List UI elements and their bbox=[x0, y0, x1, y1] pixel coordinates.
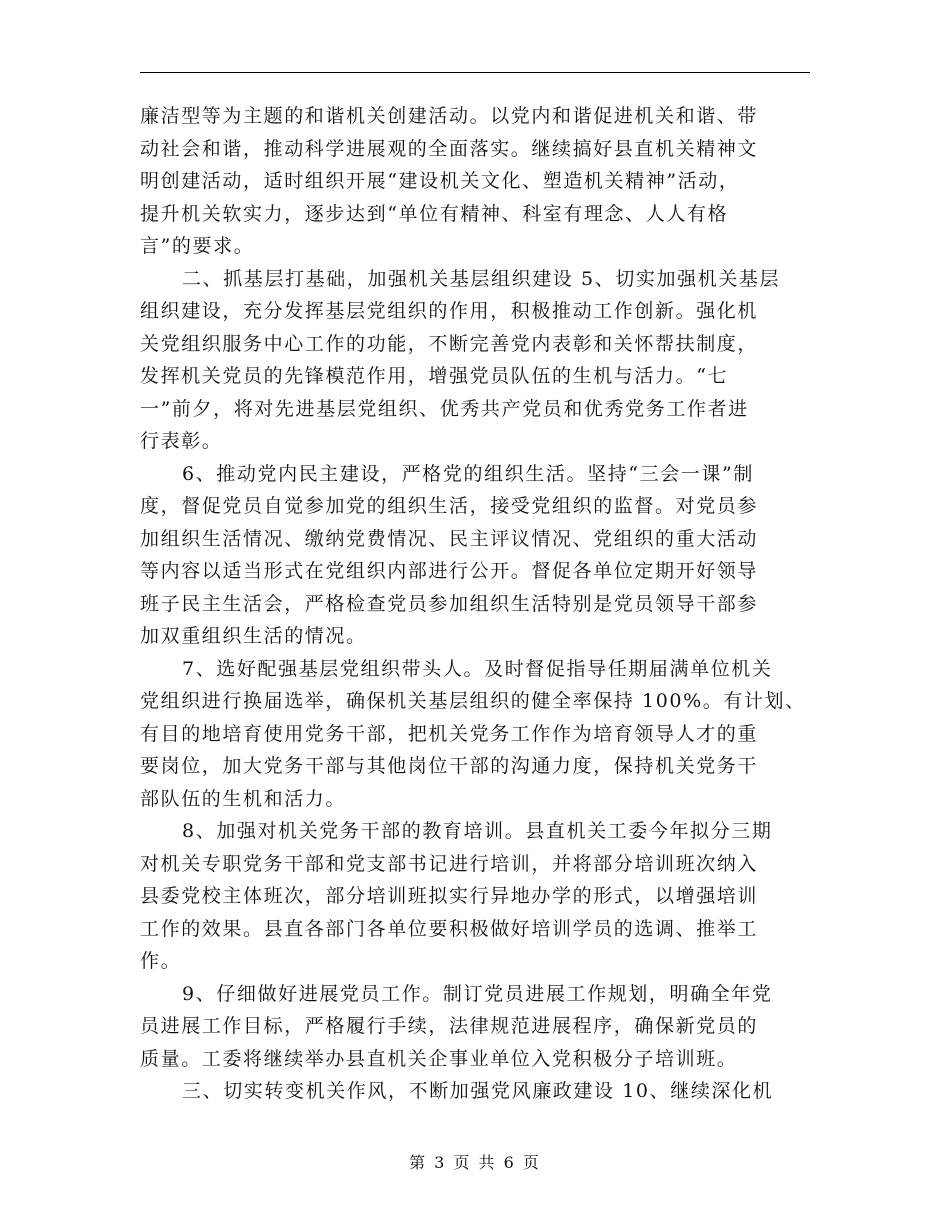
text-line: 员进展工作目标，严格履行手续，法律规范进展程序，确保新党员的 bbox=[140, 1015, 759, 1037]
text-line: 言”的要求。 bbox=[140, 235, 255, 257]
text-line: 要岗位，加大党务干部与其他岗位干部的沟通力度，保持机关党务干 bbox=[140, 755, 759, 777]
text-line: 廉洁型等为主题的和谐机关创建活动。以党内和谐促进机关和谐、带 bbox=[140, 105, 759, 127]
text-line: 动社会和谐，推动科学进展观的全面落实。继续搞好县直机关精神文 bbox=[140, 137, 759, 160]
text-line: 组织建设，充分发挥基层党组织的作用，积极推动工作创新。强化机 bbox=[140, 300, 759, 322]
text-line: 作。 bbox=[140, 950, 182, 972]
paragraph-start-line: 6、推动党内民主建设，严格党的组织生活。坚持“三会一课”制 bbox=[182, 462, 754, 485]
text-line: 关党组织服务中心工作的功能，不断完善党内表彰和关怀帮扶制度， bbox=[140, 332, 759, 355]
text-line: 提升机关软实力，逐步达到“单位有精神、科室有理念、人人有格 bbox=[140, 202, 729, 225]
text-line: 度，督促党员自觉参加党的组织生活，接受党组织的监督。对党员参 bbox=[140, 495, 759, 517]
header-rule bbox=[140, 72, 810, 73]
document-body bbox=[140, 100, 820, 1108]
paragraph-start-line: 7、选好配强基层党组织带头人。及时督促指导任期届满单位机关 bbox=[182, 657, 773, 680]
text-line: 等内容以适当形式在党组织内部进行公开。督促各单位定期开好领导 bbox=[140, 560, 759, 582]
text-line: 部队伍的生机和活力。 bbox=[140, 787, 347, 810]
section-heading-line: 二、抓基层打基础，加强机关基层组织建设 5、切实加强机关基层 bbox=[182, 267, 781, 290]
section-heading-line: 三、切实转变机关作风，不断加强党风廉政建设 10、继续深化机 bbox=[182, 1080, 774, 1102]
paragraph-start-line: 8、加强对机关党务干部的教育培训。县直机关工委今年拟分三期 bbox=[182, 820, 773, 842]
text-line: 工作的效果。县直各部门各单位要积极做好培训学员的选调、推举工 bbox=[140, 917, 759, 940]
paragraph-start-line: 9、仔细做好进展党员工作。制订党员进展工作规划，明确全年党 bbox=[182, 982, 773, 1005]
page-number: 第 3 页 共 6 页 bbox=[409, 1153, 541, 1172]
text-line: 明创建活动，适时组织开展“建设机关文化、塑造机关精神”活动， bbox=[140, 170, 740, 192]
text-line: 加组织生活情况、缴纳党费情况、民主评议情况、党组织的重大活动 bbox=[140, 527, 759, 550]
text-line: 一”前夕，将对先进基层党组织、优秀共产党员和优秀党务工作者进 bbox=[140, 397, 749, 420]
text-line: 有目的地培育使用党务干部，把机关党务工作作为培育领导人才的重 bbox=[140, 722, 759, 745]
text-line: 县委党校主体班次，部分培训班拟实行异地办学的形式，以增强培训 bbox=[140, 885, 759, 907]
text-line: 班子民主生活会，严格检查党员参加组织生活特别是党员领导干部参 bbox=[140, 592, 759, 615]
text-line: 行表彰。 bbox=[140, 430, 223, 452]
text-line: 对机关专职党务干部和党支部书记进行培训，并将部分培训班次纳入 bbox=[140, 852, 759, 875]
text-line: 加双重组织生活的情况。 bbox=[140, 625, 367, 647]
text-line: 发挥机关党员的先锋模范作用，增强党员队伍的生机与活力。“七 bbox=[140, 365, 729, 387]
text-line: 党组织进行换届选举，确保机关基层组织的健全率保持 100%。有计划、 bbox=[140, 690, 806, 712]
text-line: 质量。工委将继续举办县直机关企事业单位入党积极分子培训班。 bbox=[140, 1047, 738, 1070]
